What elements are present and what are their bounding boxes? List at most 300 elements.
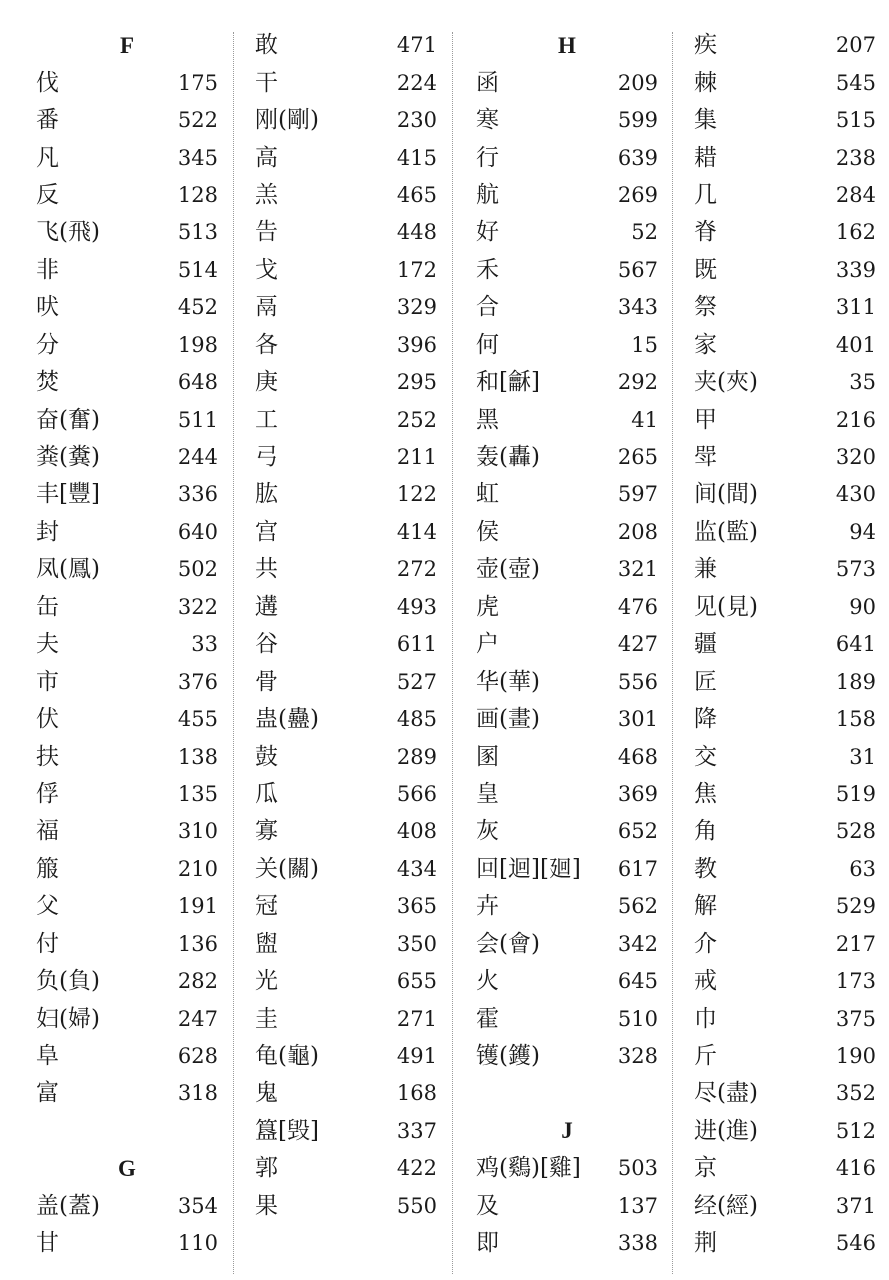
index-entry	[476, 364, 662, 401]
entry-page-number: 136	[177, 931, 218, 956]
entry-character: 轰(轟)	[476, 444, 540, 471]
entry-page-number: 336	[177, 482, 218, 507]
entry-page-number: 189	[835, 669, 876, 694]
entry-character: 疾	[694, 32, 717, 59]
entry-page-number: 566	[396, 781, 437, 806]
index-entry	[36, 289, 222, 326]
entry-character: 负(負)	[36, 968, 100, 995]
index-entry	[694, 1188, 880, 1225]
index-entry	[694, 1113, 880, 1150]
entry-page-number: 31	[849, 744, 876, 769]
entry-character: 霍	[476, 1005, 499, 1032]
entry-page-number: 556	[617, 669, 658, 694]
entry-character: 飞(飛)	[36, 219, 100, 246]
index-entry	[476, 851, 662, 888]
entry-page-number: 465	[396, 182, 437, 207]
entry-page-number: 503	[617, 1156, 658, 1181]
entry-character: 妇(婦)	[36, 1005, 100, 1032]
entry-character: 高	[255, 144, 278, 171]
index-entry	[694, 776, 880, 813]
entry-character: 卉	[476, 893, 499, 920]
entry-page-number: 247	[177, 1006, 218, 1031]
entry-character: 鬼	[255, 1080, 278, 1107]
entry-page-number: 645	[617, 969, 658, 994]
index-entry	[694, 401, 880, 438]
entry-character: 角	[694, 818, 717, 845]
entry-page-number: 546	[835, 1231, 876, 1256]
index-entry	[694, 551, 880, 588]
entry-page-number: 350	[396, 931, 437, 956]
index-entry	[36, 139, 222, 176]
entry-character: 祭	[694, 294, 717, 321]
entry-page-number: 354	[177, 1193, 218, 1218]
entry-page-number: 191	[177, 894, 218, 919]
entry-character: 寒	[476, 107, 499, 134]
index-entry	[476, 1000, 662, 1037]
entry-character: 华(華)	[476, 668, 540, 695]
entry-page-number: 515	[835, 108, 876, 133]
entry-character: 甲	[694, 406, 717, 433]
index-entry	[255, 1150, 441, 1187]
entry-character: 富	[36, 1080, 59, 1107]
entry-character: 侯	[476, 518, 499, 545]
entry-character: 圂	[476, 743, 499, 770]
entry-page-number: 485	[396, 707, 437, 732]
index-entry	[476, 476, 662, 513]
entry-character: 刚(剛)	[255, 107, 319, 134]
entry-character: 脊	[694, 219, 717, 246]
entry-page-number: 529	[835, 894, 876, 919]
index-entry	[476, 551, 662, 588]
entry-page-number: 208	[617, 519, 658, 544]
entry-page-number: 217	[835, 931, 876, 956]
index-entry	[36, 663, 222, 700]
entry-page-number: 284	[835, 182, 876, 207]
entry-page-number: 519	[835, 781, 876, 806]
entry-page-number: 338	[617, 1231, 658, 1256]
entry-page-number: 617	[617, 856, 658, 881]
entry-character: 好	[476, 219, 499, 246]
index-entry	[36, 252, 222, 289]
entry-character: 鬲	[255, 294, 278, 321]
entry-page-number: 210	[177, 856, 218, 881]
entry-character: 父	[36, 893, 59, 920]
entry-character: 家	[694, 331, 717, 358]
entry-character: 尽(盡)	[694, 1080, 758, 1107]
entry-page-number: 244	[177, 445, 218, 470]
entry-character: 冠	[255, 893, 278, 920]
index-entry	[694, 1000, 880, 1037]
entry-page-number: 110	[177, 1231, 218, 1256]
index-entry	[36, 1188, 222, 1225]
index-entry	[36, 776, 222, 813]
entry-page-number: 162	[835, 220, 876, 245]
entry-character: 会(會)	[476, 930, 540, 957]
entry-character: 羔	[255, 181, 278, 208]
index-entry	[255, 851, 441, 888]
index-entry	[255, 177, 441, 214]
entry-character: 伐	[36, 69, 59, 96]
entry-character: 弓	[255, 444, 278, 471]
index-entry	[476, 1225, 662, 1262]
index-entry	[476, 252, 662, 289]
entry-page-number: 427	[617, 632, 658, 657]
entry-page-number: 648	[177, 370, 218, 395]
entry-character: 庚	[255, 369, 278, 396]
index-entry	[255, 214, 441, 251]
entry-page-number: 137	[617, 1193, 658, 1218]
entry-page-number: 345	[177, 145, 218, 170]
entry-character: 光	[255, 968, 278, 995]
entry-page-number: 198	[177, 332, 218, 357]
entry-page-number: 527	[396, 669, 437, 694]
entry-character: 寡	[255, 818, 278, 845]
index-entry	[476, 1150, 662, 1187]
entry-character: 蛊(蠱)	[255, 706, 319, 733]
entry-character: 匠	[694, 668, 717, 695]
entry-page-number: 343	[617, 295, 658, 320]
entry-page-number: 422	[396, 1156, 437, 1181]
entry-page-number: 271	[396, 1006, 437, 1031]
entry-character: 缶	[36, 593, 59, 620]
entry-character: 合	[476, 294, 499, 321]
entry-character: 何	[476, 331, 499, 358]
entry-page-number: 522	[177, 108, 218, 133]
index-entry	[255, 514, 441, 551]
index-column-1	[36, 27, 222, 1277]
entry-character: 福	[36, 818, 59, 845]
index-entry	[694, 139, 880, 176]
entry-character: 鸡(鷄)[雞]	[476, 1155, 581, 1182]
character-index-page	[0, 27, 889, 1277]
entry-page-number: 352	[835, 1081, 876, 1106]
entry-page-number: 567	[617, 257, 658, 282]
entry-character: 荆	[694, 1230, 717, 1257]
entry-character: 龟(龜)	[255, 1043, 319, 1070]
index-entry	[36, 551, 222, 588]
index-entry	[255, 476, 441, 513]
entry-character: 簋[毁]	[255, 1117, 319, 1144]
entry-page-number: 172	[396, 257, 437, 282]
entry-page-number: 339	[835, 257, 876, 282]
entry-character: 降	[694, 706, 717, 733]
entry-page-number: 528	[835, 819, 876, 844]
entry-character: 镬(鑊)	[476, 1043, 540, 1070]
index-entry	[476, 738, 662, 775]
entry-page-number: 238	[835, 145, 876, 170]
index-entry	[255, 1075, 441, 1112]
index-entry	[694, 963, 880, 1000]
entry-page-number: 342	[617, 931, 658, 956]
index-entry	[36, 1075, 222, 1112]
entry-character: 斝	[694, 444, 717, 471]
entry-page-number: 41	[631, 407, 658, 432]
entry-character: 户	[476, 631, 499, 658]
entry-page-number: 320	[835, 445, 876, 470]
index-entry	[36, 851, 222, 888]
index-entry	[476, 626, 662, 663]
entry-page-number: 329	[396, 295, 437, 320]
entry-character: 反	[36, 181, 59, 208]
entry-page-number: 550	[396, 1193, 437, 1218]
index-entry	[476, 439, 662, 476]
entry-page-number: 455	[177, 707, 218, 732]
index-entry	[694, 738, 880, 775]
index-entry	[36, 888, 222, 925]
entry-character: 疆	[694, 631, 717, 658]
entry-character: 及	[476, 1192, 499, 1219]
index-entry	[476, 102, 662, 139]
index-entry	[36, 102, 222, 139]
entry-page-number: 209	[617, 70, 658, 95]
entry-page-number: 94	[849, 519, 876, 544]
index-entry	[36, 701, 222, 738]
entry-page-number: 396	[396, 332, 437, 357]
index-entry	[36, 476, 222, 513]
entry-page-number: 272	[396, 557, 437, 582]
entry-character: 果	[255, 1192, 278, 1219]
entry-page-number: 476	[617, 594, 658, 619]
entry-character: 阜	[36, 1043, 59, 1070]
entry-page-number: 135	[177, 781, 218, 806]
entry-page-number: 33	[191, 632, 218, 657]
section-letter-heading: J	[561, 1118, 573, 1144]
entry-character: 吠	[36, 294, 59, 321]
entry-character: 告	[255, 219, 278, 246]
index-entry	[694, 589, 880, 626]
section-letter-heading: G	[118, 1155, 136, 1181]
index-entry	[694, 177, 880, 214]
entry-page-number: 224	[396, 70, 437, 95]
index-entry	[36, 963, 222, 1000]
entry-character: 盖(蓋)	[36, 1192, 100, 1219]
entry-page-number: 597	[617, 482, 658, 507]
entry-character: 见(見)	[694, 593, 758, 620]
index-entry	[255, 926, 441, 963]
entry-page-number: 416	[835, 1156, 876, 1181]
entry-page-number: 628	[177, 1044, 218, 1069]
entry-character: 京	[694, 1155, 717, 1182]
entry-character: 交	[694, 743, 717, 770]
index-entry	[476, 701, 662, 738]
entry-page-number: 173	[835, 969, 876, 994]
index-entry	[694, 926, 880, 963]
index-entry	[694, 64, 880, 101]
entry-character: 既	[694, 256, 717, 283]
index-entry	[694, 364, 880, 401]
entry-page-number: 415	[396, 145, 437, 170]
index-entry	[694, 327, 880, 364]
entry-character: 棘	[694, 69, 717, 96]
entry-character: 凡	[36, 144, 59, 171]
index-entry	[694, 663, 880, 700]
entry-page-number: 468	[617, 744, 658, 769]
entry-character: 兼	[694, 556, 717, 583]
entry-character: 甘	[36, 1230, 59, 1257]
index-entry	[255, 738, 441, 775]
entry-page-number: 328	[617, 1044, 658, 1069]
entry-page-number: 414	[396, 519, 437, 544]
entry-page-number: 448	[396, 220, 437, 245]
entry-character: 工	[255, 406, 278, 433]
entry-character: 画(畫)	[476, 706, 540, 733]
index-entry	[255, 289, 441, 326]
entry-character: 皇	[476, 780, 499, 807]
entry-page-number: 311	[835, 295, 876, 320]
entry-character: 即	[476, 1230, 499, 1257]
index-entry	[255, 327, 441, 364]
entry-page-number: 611	[396, 632, 437, 657]
entry-character: 夹(夾)	[694, 369, 758, 396]
index-entry	[255, 401, 441, 438]
section-gap	[476, 1075, 662, 1112]
entry-page-number: 175	[177, 70, 218, 95]
entry-character: 集	[694, 107, 717, 134]
index-entry	[694, 252, 880, 289]
entry-page-number: 289	[396, 744, 437, 769]
entry-page-number: 511	[177, 407, 218, 432]
index-entry	[255, 252, 441, 289]
index-entry	[255, 1000, 441, 1037]
entry-character: 分	[36, 331, 59, 358]
index-entry	[476, 1188, 662, 1225]
section-letter-heading: F	[119, 32, 135, 58]
entry-character: 各	[255, 331, 278, 358]
entry-character: 鼓	[255, 743, 278, 770]
entry-page-number: 63	[849, 856, 876, 881]
entry-character: 巾	[694, 1005, 717, 1032]
entry-character: 虎	[476, 593, 499, 620]
entry-page-number: 15	[631, 332, 658, 357]
entry-page-number: 452	[177, 295, 218, 320]
entry-character: 斤	[694, 1043, 717, 1070]
entry-character: 扶	[36, 743, 59, 770]
entry-page-number: 337	[396, 1118, 437, 1143]
entry-page-number: 599	[617, 108, 658, 133]
index-column-4	[694, 27, 880, 1277]
column-divider	[233, 32, 234, 1274]
entry-page-number: 512	[835, 1118, 876, 1143]
index-entry	[476, 589, 662, 626]
index-entry	[36, 401, 222, 438]
entry-page-number: 375	[835, 1006, 876, 1031]
index-entry	[476, 926, 662, 963]
entry-character: 遘	[255, 593, 278, 620]
entry-page-number: 282	[177, 969, 218, 994]
entry-page-number: 471	[396, 33, 437, 58]
entry-character: 敢	[255, 32, 278, 59]
entry-page-number: 639	[617, 145, 658, 170]
index-entry	[694, 1225, 880, 1262]
index-entry	[255, 64, 441, 101]
entry-character: 瓜	[255, 780, 278, 807]
index-entry	[36, 177, 222, 214]
index-entry	[255, 963, 441, 1000]
entry-page-number: 216	[835, 407, 876, 432]
entry-character: 经(經)	[694, 1192, 758, 1219]
entry-character: 函	[476, 69, 499, 96]
entry-character: 关(關)	[255, 855, 319, 882]
index-entry	[36, 626, 222, 663]
entry-character: 解	[694, 893, 717, 920]
index-entry	[255, 1038, 441, 1075]
index-entry	[694, 1075, 880, 1112]
entry-page-number: 369	[617, 781, 658, 806]
index-entry	[694, 701, 880, 738]
index-entry	[36, 589, 222, 626]
index-entry	[476, 214, 662, 251]
index-entry	[476, 1038, 662, 1075]
index-entry	[255, 1113, 441, 1150]
entry-page-number: 371	[835, 1193, 876, 1218]
entry-character: 和[龢]	[476, 369, 540, 396]
index-entry	[255, 139, 441, 176]
entry-page-number: 190	[835, 1044, 876, 1069]
index-entry	[36, 1000, 222, 1037]
index-entry	[694, 289, 880, 326]
entry-page-number: 318	[177, 1081, 218, 1106]
index-entry	[476, 327, 662, 364]
index-entry	[255, 776, 441, 813]
entry-page-number: 35	[849, 370, 876, 395]
entry-character: 丰[豐]	[36, 481, 100, 508]
column-divider	[672, 32, 673, 1274]
entry-page-number: 90	[849, 594, 876, 619]
entry-character: 骨	[255, 668, 278, 695]
entry-character: 虹	[476, 481, 499, 508]
entry-page-number: 514	[177, 257, 218, 282]
entry-character: 粪(糞)	[36, 444, 100, 471]
index-entry	[476, 139, 662, 176]
entry-page-number: 295	[396, 370, 437, 395]
entry-page-number: 562	[617, 894, 658, 919]
entry-character: 间(間)	[694, 481, 758, 508]
entry-page-number: 401	[835, 332, 876, 357]
index-entry	[255, 589, 441, 626]
entry-character: 番	[36, 107, 59, 134]
entry-page-number: 365	[396, 894, 437, 919]
entry-page-number: 493	[396, 594, 437, 619]
index-entry	[255, 551, 441, 588]
entry-character: 谷	[255, 631, 278, 658]
entry-page-number: 168	[396, 1081, 437, 1106]
entry-page-number: 640	[177, 519, 218, 544]
entry-character: 圭	[255, 1005, 278, 1032]
entry-page-number: 430	[835, 482, 876, 507]
entry-page-number: 122	[396, 482, 437, 507]
entry-character: 伏	[36, 706, 59, 733]
index-entry	[255, 626, 441, 663]
section-gap	[36, 1113, 222, 1150]
entry-page-number: 310	[177, 819, 218, 844]
entry-character: 共	[255, 556, 278, 583]
index-entry	[36, 1225, 222, 1262]
entry-page-number: 230	[396, 108, 437, 133]
index-entry	[255, 813, 441, 850]
index-entry	[694, 214, 880, 251]
entry-character: 郭	[255, 1155, 278, 1182]
index-entry	[476, 888, 662, 925]
entry-page-number: 265	[617, 445, 658, 470]
entry-page-number: 502	[177, 557, 218, 582]
index-entry	[255, 1188, 441, 1225]
entry-character: 奋(奮)	[36, 406, 100, 433]
entry-character: 箙	[36, 855, 59, 882]
entry-character: 封	[36, 518, 59, 545]
index-entry	[694, 476, 880, 513]
entry-character: 凤(鳳)	[36, 556, 100, 583]
index-entry	[36, 439, 222, 476]
